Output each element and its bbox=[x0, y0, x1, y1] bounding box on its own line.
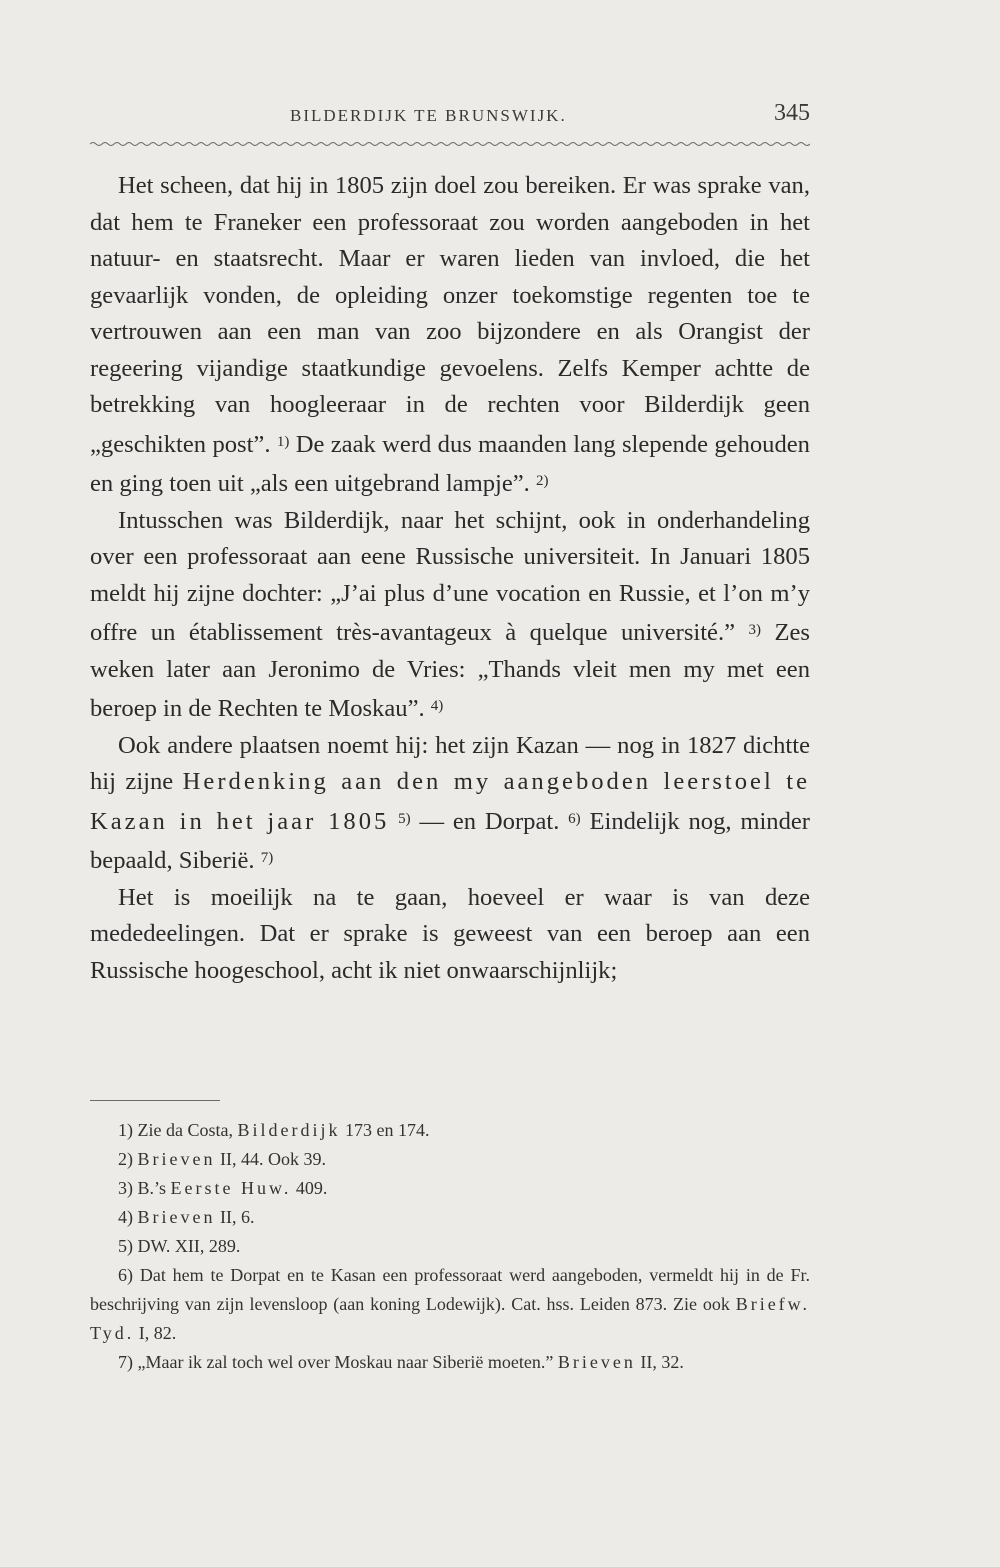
footnote-5 bbox=[90, 1232, 810, 1261]
footnote-1 bbox=[90, 1116, 810, 1145]
footnote-2-number: 2) bbox=[118, 1149, 133, 1169]
footnote-ref-6: 6) bbox=[568, 810, 581, 827]
paragraph-3-text-c: Eindelijk nog, minder bepaald, Siberië. bbox=[90, 807, 810, 874]
footnote-4-number: 4) bbox=[118, 1207, 133, 1227]
paragraph-4 bbox=[90, 880, 810, 990]
paragraph-2-text-b: Zes weken later aan Jeronimo de Vries: „Thands vleit men my met een beroep in de Rechten te Moskau”. bbox=[90, 619, 810, 722]
footnote-1-text-b: 173 en 174. bbox=[344, 1120, 430, 1140]
footnote-5-text-a: DW. XII, 289. bbox=[137, 1236, 241, 1256]
footnote-1-spaced: Bilderdijk bbox=[237, 1120, 341, 1140]
footnote-7-text-b: II, 32. bbox=[640, 1352, 684, 1372]
paragraph-3-text-a: Ook andere plaatsen noemt hij: het zijn Kazan — nog in 1827 dichtte hij zijne bbox=[90, 731, 810, 795]
footnote-2 bbox=[90, 1145, 810, 1174]
paragraph-3-text-b: — en Dorpat. bbox=[419, 807, 560, 835]
footnote-ref-2: 2) bbox=[535, 473, 549, 489]
footnote-3-text-a: B.’s bbox=[137, 1178, 167, 1198]
paragraph-3-spaced-title: Herdenking aan den my aangeboden leerstoel te Kazan in het jaar 1805 bbox=[90, 768, 810, 835]
footnote-7-text-a: „Maar ik zal toch wel over Moskau naar Siberië moeten.” bbox=[137, 1352, 554, 1372]
paragraph-2-text-a: Intusschen was Bilderdijk, naar het schijnt, ook in onderhandeling over een professoraat aan eene Russische universiteit. In Januari 1805 meldt hij zijne dochter: „J’ai plus d’une vocation en Russie, et l’on m’y offre un établissement très-avantageux à quelque université.” bbox=[90, 506, 810, 646]
footnote-ref-7: 7) bbox=[260, 850, 274, 866]
footnote-4-text-b: II, 6. bbox=[219, 1207, 255, 1227]
footnote-ref-5: 5) bbox=[398, 810, 411, 827]
footnote-2-spaced: Brieven bbox=[137, 1149, 216, 1169]
footnote-5-number: 5) bbox=[118, 1236, 133, 1256]
paragraph-2 bbox=[90, 503, 810, 728]
page-header bbox=[90, 98, 810, 138]
footnote-6-number: 6) bbox=[118, 1265, 133, 1285]
footnote-ref-3: 3) bbox=[748, 622, 762, 638]
footnote-ref-1: 1) bbox=[276, 433, 290, 450]
paragraph-4-text: Het is moeilijk na te gaan, hoeveel er waar is van deze mededeelingen. Dat er sprake is geweest van een beroep aan een Russische hoogeschool, acht ik niet onwaarschijnlijk; bbox=[90, 883, 810, 984]
paragraph-1-text-a: Het scheen, dat hij in 1805 zijn doel zou bereiken. Er was sprake van, dat hem te Franeker een professoraat zou worden aangeboden in het natuur- en staatsrecht. Maar er waren lieden van invloed, die het gevaarlijk vonden, de opleiding onzer toekomstige regenten toe te vertrouwen aan een man van zoo bijzondere en als Orangist der regeering vijandige staatkundige gevoelens. Zelfs Kemper achtte de betrekking van hoogleeraar in de rechten voor Bilderdijk geen „geschikten post”. bbox=[90, 172, 810, 458]
wavy-rule bbox=[90, 140, 810, 148]
footnote-6 bbox=[90, 1261, 810, 1348]
footnote-ref-4: 4) bbox=[430, 698, 444, 714]
paragraph-1 bbox=[90, 168, 810, 503]
footnote-3-text-b: 409. bbox=[295, 1178, 328, 1198]
body-text bbox=[90, 168, 810, 989]
footnote-3-number: 3) bbox=[118, 1178, 133, 1198]
footnote-2-text-b: II, 44. Ook 39. bbox=[219, 1149, 326, 1169]
paragraph-3 bbox=[90, 728, 810, 880]
footnote-6-text-b: I, 82. bbox=[138, 1323, 177, 1343]
footnote-1-number: 1) bbox=[118, 1120, 133, 1140]
footnote-6-spaced: Briefw. Tyd. bbox=[90, 1294, 811, 1343]
page-number: 345 bbox=[774, 100, 810, 126]
footnote-3-spaced: Eerste Huw. bbox=[170, 1178, 292, 1198]
footnote-3 bbox=[90, 1174, 810, 1203]
footnote-7 bbox=[90, 1348, 810, 1377]
footnote-7-spaced: Brieven bbox=[557, 1352, 636, 1372]
footnote-4-spaced: Brieven bbox=[137, 1207, 216, 1227]
footnote-6-text-a: Dat hem te Dorpat en te Kasan een professoraat werd aangeboden, vermeldt hij in de Fr. beschrijving van zijn levensloop (aan koning Lodewijk). Cat. hss. Leiden 873. Zie ook bbox=[90, 1265, 810, 1314]
running-head: BILDERDIJK TE BRUNSWIJK. bbox=[290, 106, 567, 125]
paragraph-1-text-b: De zaak werd dus maanden lang slepende gehouden en ging toen uit „als een uitgebrand lampje”. bbox=[90, 430, 810, 497]
footnote-rule bbox=[90, 1100, 220, 1101]
footnote-1-text-a: Zie da Costa, bbox=[137, 1120, 233, 1140]
footnote-7-number: 7) bbox=[118, 1352, 133, 1372]
footnotes bbox=[90, 1116, 810, 1377]
footnote-4 bbox=[90, 1203, 810, 1232]
